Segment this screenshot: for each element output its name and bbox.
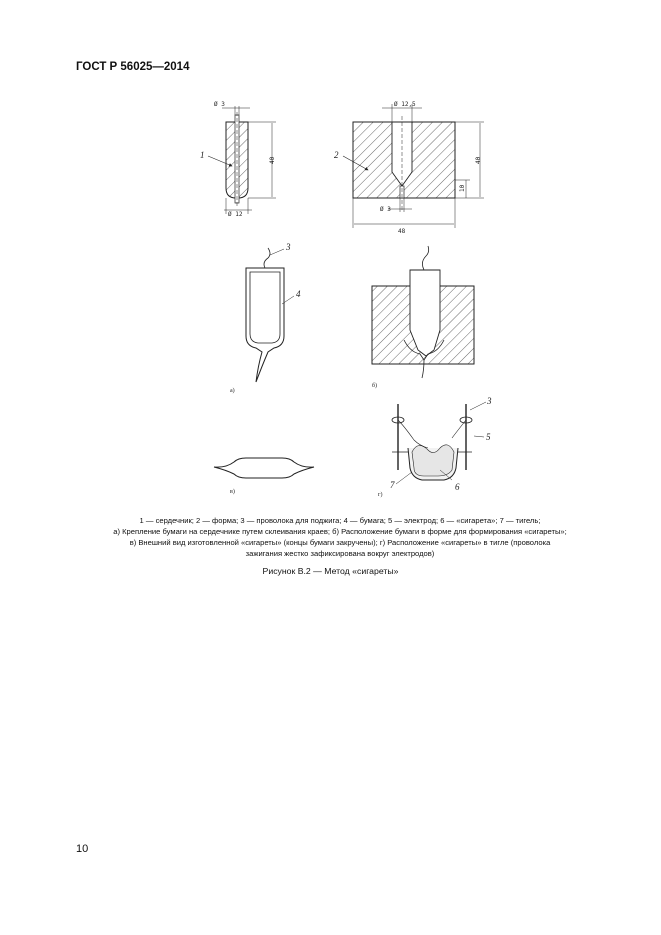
dim-core-diameter: Ø 12 — [228, 211, 243, 218]
mold-drawing — [343, 104, 484, 228]
subfigure-b-label: б) — [372, 383, 378, 389]
page-number: 10 — [76, 843, 89, 855]
legend-line-1: 1 — сердечник; 2 — форма; 3 — проволока для поджига; 4 — бумага; 5 — электрод; 6 — «сигарета»; 7 — тигель; — [139, 516, 541, 525]
callout-2: 2 — [334, 150, 339, 160]
paper-in-mold-drawing — [372, 246, 474, 378]
dim-mold-hole-diameter: Ø 3 — [380, 206, 391, 213]
figure-legend — [60, 515, 620, 559]
crucible-drawing — [392, 402, 486, 484]
callout-3: 3 — [286, 242, 291, 252]
callout-5: 5 — [486, 432, 491, 442]
subfigure-a-label: а) — [230, 388, 235, 394]
callout-1: 1 — [200, 150, 205, 160]
subfigure-v-label: в) — [230, 489, 235, 495]
figure-caption: Рисунок В.2 — Метод «сигареты» — [262, 566, 399, 576]
dim-mold-height: 40 — [475, 156, 482, 164]
legend-line-4: зажигания жестко зафиксирована вокруг электродов) — [245, 549, 435, 558]
document-header: ГОСТ Р 56025—2014 — [76, 61, 190, 73]
dim-core-hole-diameter: Ø 3 — [214, 101, 225, 108]
callout-7: 7 — [390, 480, 395, 490]
subfigure-g-label: г) — [378, 492, 383, 498]
core-drawing — [208, 106, 276, 214]
callout-4: 4 — [296, 289, 301, 299]
dim-core-height: 40 — [269, 156, 276, 164]
callout-3-crucible: 3 — [487, 396, 492, 406]
dim-mold-width: 48 — [398, 228, 406, 235]
legend-line-2: а) Крепление бумаги на сердечнике путем склеивания краев; б) Расположение бумаги в форме для формирования «сигареты»; — [113, 527, 567, 536]
dim-mold-bore-diameter: Ø 12,5 — [394, 101, 416, 108]
finished-cigarette-drawing — [214, 458, 314, 478]
legend-line-3: в) Внешний вид изготовленной «сигареты» (концы бумаги закручены); г) Расположение «сигареты» в тигле (проволока — [129, 538, 551, 547]
callout-6: 6 — [455, 482, 460, 492]
paper-on-core-drawing — [246, 248, 294, 382]
dim-mold-base-height: 10 — [459, 184, 466, 192]
